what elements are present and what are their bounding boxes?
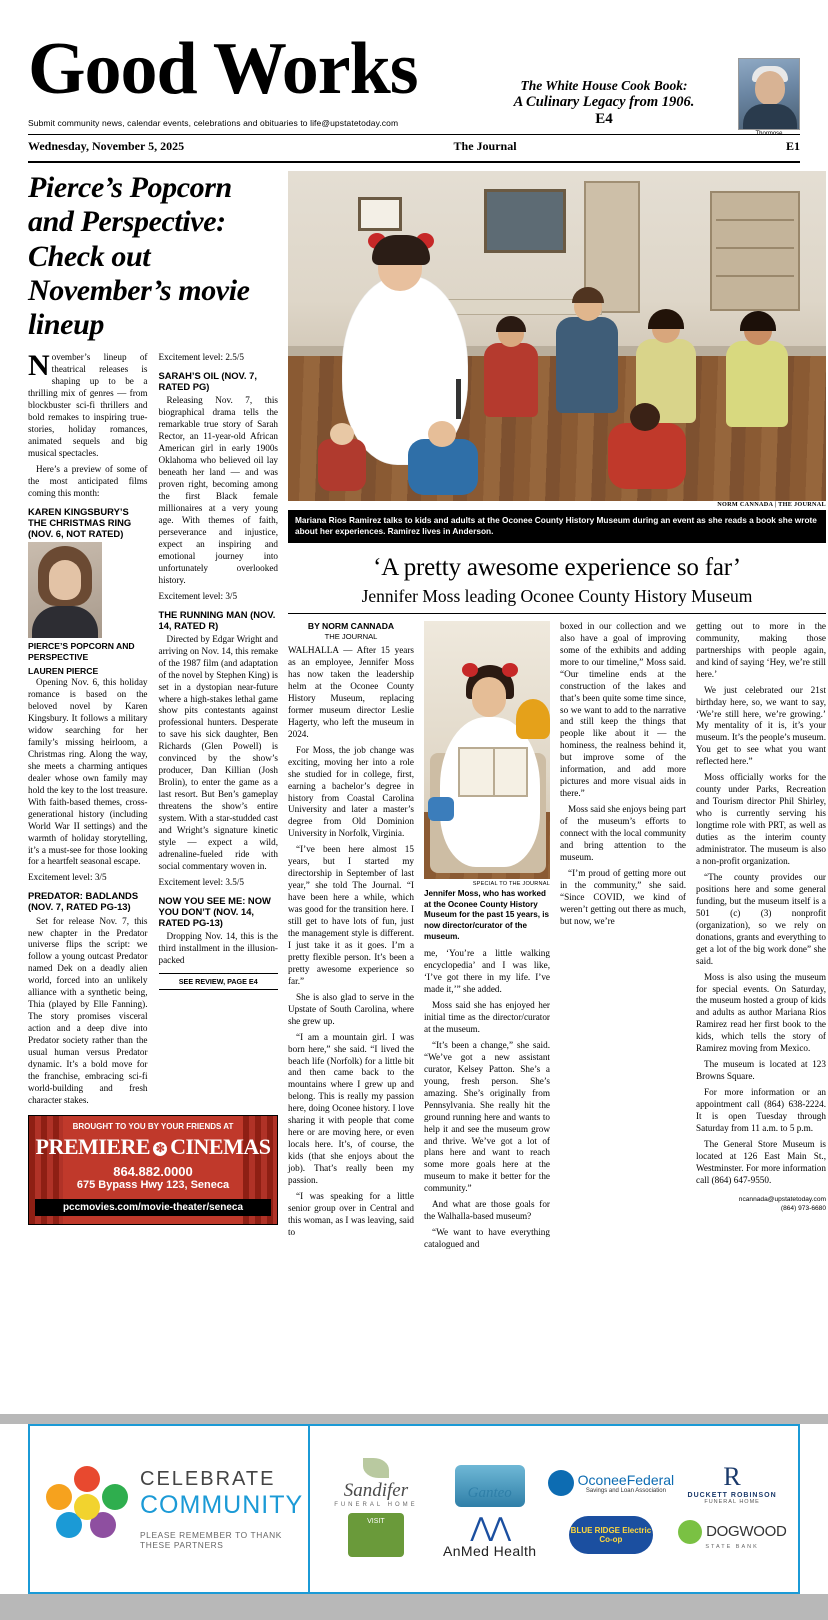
movie-headline: Pierce’s Popcorn and Perspective: Check out November’s movie lineup	[28, 171, 250, 342]
feature-byline-org: THE JOURNAL	[324, 631, 378, 641]
wreath-r-icon: R	[723, 1461, 741, 1491]
columnist-name: LAUREN PIERCE	[28, 666, 99, 677]
lead-photo-caption: Mariana Rios Ramirez talks to kids and adults at the Oconee County History Museum during an event as she reads a book she wrote about her experiences. Ramirez lives in Anderson.	[288, 510, 826, 543]
story-p1-1: For Moss, the job change was exciting, moving her into a role she studied for in college, first, earning a bachelor’s degree in history from Coastal Carolina University and later a master’s degree from Old Dominion University in Norfolk, Virginia.	[288, 744, 414, 839]
promo-line-2: A Culinary Legacy from 1906.	[513, 94, 695, 110]
lead-photo-credit: NORM CANNADA | THE JOURNAL	[717, 501, 826, 509]
sponsor-sandifer-sub: FUNERAL HOME	[334, 1502, 418, 1508]
sponsor-dogwood-bank[interactable]	[678, 1520, 787, 1550]
movie-intro-2: Here’s a preview of some of the most anticipated films coming this month:	[28, 463, 148, 498]
story-p2-3: And what are those goals for the Walhalla-based museum?	[424, 1199, 550, 1222]
flower-icon	[678, 1520, 702, 1544]
story-p2-4: “We want to have everything catalogued and	[424, 1227, 550, 1250]
sponsor-oconee-federal[interactable]	[548, 1470, 675, 1496]
feature-subhead: Jennifer Moss leading Oconee County History Museum	[361, 585, 753, 606]
sponsor-ganteo[interactable]	[455, 1465, 525, 1502]
movie-rating-1: Excitement level: 2.5/5	[158, 352, 244, 363]
reporter-phone: (864) 973-6680	[780, 1204, 826, 1212]
masthead-works: Works	[212, 28, 418, 110]
story-p1-0: WALHALLA — After 15 years as an employee, Jennifer Moss has now taken the leadership helm at the Oconee County History Museum, replacing former museum director Leslie Hagerty, who left the museum in 2024.	[288, 645, 414, 739]
movie-title-1: PREDATOR: BADLANDS (NOV. 7, RATED PG-13)	[28, 890, 139, 913]
feature-column	[288, 171, 826, 1255]
page-number: E1	[785, 139, 800, 154]
feature-photo-caption: Jennifer Moss, who has worked at the Oconee County History Museum for the past 15 years, is now director/curator of the museum.	[424, 888, 550, 941]
promo-teaser[interactable]	[504, 78, 704, 128]
ad-website[interactable]: pccmovies.com/movie-theater/seneca	[35, 1199, 271, 1216]
community-word: COMMUNITY	[140, 1491, 304, 1519]
story-p4-5: The museum is located at 123 Browns Square.	[696, 1059, 826, 1082]
movie-rating-0: Excitement level: 3/5	[28, 872, 107, 883]
movie-body-4: Dropping Nov. 14, this is the third installment in the illusion-packed	[158, 931, 278, 965]
movie-body-3: Directed by Edgar Wright and arriving on Nov. 14, this remake of the 1987 film (and adaptation of the novel by Stephen King) is set in a dystopian near-future where a high-stakes lethal game show pits contestants against professional hunters. Desperate to save his sick daughter, Ben Richards (Glen Powell) is convinced by the show’s producer, Dan Killian (Josh Brolin), to enter the game as a last resort. But Ben’s gameplay threatens the show’s entire system. With a star-studded cast and Wright’s signature kinetic style — expect a wild, adrenaline-fueled ride with social commentary woven in.	[158, 633, 278, 871]
celebrate-community-block	[30, 1426, 310, 1592]
sponsor-anmed-health[interactable]	[443, 1512, 537, 1559]
story-p4-3: “The county provides our positions here and some general funding, but the museum itself is a 501 (c) (3) nonprofit (organization), so we rely on donations, grants and everything to get a lot of the big work done” she said.	[696, 871, 826, 966]
story-p4-7: The General Store Museum is located at 126 East Main St., Westminster. For more information call (864) 647-9550.	[696, 1138, 826, 1185]
story-p4-4: Moss is also using the museum for special events. On Saturday, the museum hosted a group of kids and adults as author Mariana Rios Ramirez read her first book to the kids, which tells the story of Ramirez moving from Mexico.	[696, 971, 826, 1054]
sponsor-sandifer-name: Sandifer	[343, 1480, 409, 1501]
story-column-4	[696, 621, 826, 1255]
story-p1-4: “I am a mountain girl. I was born here,” she said. “I lived the beach life (Norfolk) for a little bit and then came back to the mountains where I grew up and belong. This is really my passion here, doing Oconee history. I love sharing it with people that come here or are moving here, or even locals here. It’s, of course, the kids (that she enjoys about the job). That’s really been my passion.	[288, 1031, 414, 1186]
sponsor-sandifer[interactable]	[334, 1458, 417, 1508]
top-section	[28, 171, 826, 1255]
page-bottom-gutter	[0, 1594, 828, 1620]
sponsor-strip	[28, 1424, 800, 1594]
masthead-good: Good	[28, 28, 197, 110]
sponsor-duckett-robinson[interactable]	[688, 1462, 777, 1505]
sponsor-anmed-name: AnMed Health	[442, 1542, 537, 1559]
movie-title-2: SARAH’S OIL (NOV. 7, RATED PG)	[158, 370, 257, 393]
promo-portrait-photo	[738, 58, 800, 130]
story-p1-2: “I’ve been here almost 15 years, but I started my directorship in September of last year,” she told The Journal. “I have been here a while, which was good for the transition here. I still get to have lots of fun, just the management style is different. I just take it as it goes. I’m a pretty flexible person. It’s been a pretty awesome experience so far.”	[288, 844, 414, 986]
story-p2-1: Moss said she has enjoyed her initial time as the director/curator at the museum.	[424, 1000, 550, 1034]
movie-rating-2: Excitement level: 3/5	[158, 590, 238, 601]
movie-title-3: THE RUNNING MAN (NOV. 14, RATED R)	[158, 608, 276, 631]
anmed-mark-icon: ⋀⋀	[470, 1511, 510, 1542]
ad-brand-cinemas: CINEMAS	[170, 1133, 271, 1159]
movie-title-0: KAREN KINGSBURY’S THE CHRISTMAS RING (NOV. 6, NOT RATED)	[28, 505, 132, 539]
sponsor-visit-oconee[interactable]	[348, 1513, 404, 1557]
story-column-1	[288, 621, 414, 1255]
sponsor-ganteo-name: Ganteo	[467, 1484, 512, 1501]
story-column-2	[424, 621, 550, 1255]
ad-phone[interactable]: 864.882.0000	[113, 1163, 193, 1179]
promo-photo-caption: Thormose	[755, 131, 783, 137]
partners-thanks: PLEASE REMEMBER TO THANK THESE PARTNERS	[140, 1530, 282, 1550]
columnist-label: PIERCE’S POPCORN AND PERSPECTIVE	[28, 640, 135, 662]
community-dots-icon	[44, 1466, 130, 1552]
story-p4-0: getting out to more in the community, making those partnerships with people again, and kind of saying ‘Hey, we’re still here.’	[696, 620, 826, 679]
columnist-photo	[28, 542, 102, 638]
story-p1-3: She is also glad to serve in the Upstate of South Carolina, where she grew up.	[288, 991, 414, 1026]
story-column-3	[560, 621, 686, 1255]
feature-headline: ‘A pretty awesome experience so far’	[373, 553, 741, 581]
leaf-icon	[363, 1458, 389, 1478]
page-gutter-top	[0, 1414, 828, 1424]
celebrate-word: CELEBRATE	[140, 1468, 276, 1490]
masthead-divider-thick	[28, 161, 800, 163]
promo-line-1: The White House Cook Book:	[520, 78, 688, 93]
section-name: The Journal	[453, 139, 517, 154]
sponsor-blue-ridge[interactable]	[569, 1516, 653, 1554]
date-line: Wednesday, November 5, 2025	[28, 139, 185, 154]
reporter-email[interactable]: ncannada@upstatetoday.com	[738, 1195, 826, 1203]
ad-brand	[35, 1134, 271, 1160]
promo-page-ref: E4	[595, 111, 613, 127]
movie-body-0: Opening Nov. 6, this holiday romance is based on the beloved novel by Karen Kingsbury. It follows a military widow searching for her family’s missing heirloom, a Christmas ring. Along the way, she meets a charming antiques dealer whose own family may hold the key to the lost treasure. With faith-based themes, cross-generational history (including World War II settings) and the warmth of holiday storytelling, it’s a must-see for those looking for a heartfelt seasonal escape.	[28, 677, 148, 867]
movie-title-4: NOW YOU SEE ME: NOW YOU DON’T (NOV. 14, RATED PG-13)	[158, 894, 271, 928]
feature-photo-credit: SPECIAL TO THE JOURNAL	[472, 880, 550, 887]
story-p4-6: For more information or an appointment call (864) 638-2224. It is open Tuesday through Saturday from 11 a.m. to 5 p.m.	[696, 1087, 826, 1133]
sponsor-dogwood-sub: STATE BANK	[705, 1544, 759, 1550]
sponsor-duckett-name: DUCKETT ROBINSON	[687, 1491, 777, 1499]
sponsor-oconee-sub: Savings and Loan Association	[585, 1488, 666, 1494]
sponsor-dogwood-name: DOGWOOD	[706, 1523, 787, 1541]
bank-circle-icon	[548, 1470, 574, 1496]
movie-rating-3: Excitement level: 3.5/5	[158, 876, 244, 887]
masthead	[28, 0, 800, 163]
mountain-icon: VISIT	[348, 1513, 404, 1557]
film-reel-icon: ✻	[153, 1142, 167, 1156]
ad-brand-premiere: PREMIERE	[35, 1133, 151, 1159]
feature-photo	[424, 621, 550, 879]
story-p4-1: We just celebrated our 21st birthday here, so, we want to say, ‘We’re still here, we’re growing.’ My mentality of it is, it’s your museum. It’s the people’s museum. You get to see what you want reflected here.”	[696, 684, 826, 767]
lead-photo	[288, 171, 826, 501]
ad-brought-by: BROUGHT TO YOU BY YOUR FRIENDS AT	[72, 1121, 234, 1131]
feature-divider	[288, 613, 826, 614]
sponsor-blueridge-name: BLUE RIDGE Electric Co-op	[570, 1526, 652, 1544]
sponsor-logos	[310, 1452, 798, 1566]
story-p1-5: “I was speaking for a little senior group over in Central and this woman, as I was leaving, said to	[288, 1191, 414, 1237]
feature-byline-name: BY NORM CANNADA	[307, 620, 395, 631]
premiere-cinemas-ad[interactable]	[28, 1115, 278, 1225]
story-p2-2: “It’s been a change,” she said. “We’ve got a new assistant curator, Kelsey Patton. She’s a young, fresh person. She’s amazing. She’s originally from Pennsylvania. She really hit the ground running here and wants to help it and see the museum grow and thrive. We’ve got a lot of plans here and want to reach some more goals here at the museum to make it better for the community.”	[424, 1039, 550, 1194]
story-p3-0: boxed in our collection and we also have a goal of improving some of the exhibits and adding more to our timeline,” Moss said. “Our timeline ends at the construction of the lakes and that’s been quite some time since, so we want to add to the narrative and still keep the things that people like about it — the hominess, the realness behind it, but improve some of the information, and add more pictures and more visual aids in there.”	[560, 620, 686, 799]
movie-body-1: Set for release Nov. 7, this new chapter in the Predator universe flips the script: we follow a young outcast Predator named Dek on a deadly alien world, forced into an unlikely alliance with a synthetic being, Thia (played by Elle Fanning). The story promises visceral action and a deep dive into Predator society rather than the usual human versus Predator dynamic. It’s a bold move for the franchise, embracing sci-fi world-building and fresh character stakes.	[28, 915, 148, 1105]
movie-intro-1: November’s lineup of theatrical releases is shaping up to be a thrilling mix of genres — from blockbuster sci-fi thrillers and bold remakes to inspiring true-stories, holiday romances, animated sequels and big musical spectacles.	[28, 349, 148, 458]
story-p4-2: Moss officially works for the county under Parks, Recreation and Tourism director Phil Shirley, who is currently serving his longtime role with PRT, as well as duties as the interim county administrator. The museum is also a non-profit organization.	[696, 772, 826, 866]
sponsor-duckett-sub: FUNERAL HOME	[704, 1498, 760, 1505]
movie-body-2: Releasing Nov. 7, this biographical drama tells the remarkable true story of Sarah Rector, an 11-year-old African American girl in early 1900s Oklahoma who believed oil lay beneath her land — and was proven right, becoming among the first Black female millionaires at a very young age. With themes of faith, perseverance and injustice, expect an inspiring and emotional journey into unfortunately overlooked history.	[158, 395, 278, 585]
story-p3-1: Moss said she enjoys being part of the museum’s efforts to connect with the local community and bring attention to the museum.	[560, 804, 686, 862]
sponsor-oconee-name: OconeeFederal	[577, 1472, 675, 1488]
movie-column	[28, 171, 278, 1255]
ad-address: 675 Bypass Hwy 123, Seneca	[76, 1178, 230, 1191]
movie-body-columns	[28, 349, 278, 1107]
submit-line: Submit community news, calendar events, celebrations and obituaries to life@upstatetoday.com	[28, 118, 399, 129]
story-p2-0: me, ‘You’re a little walking encyclopedia’ and I was like, ‘I’ve got there in my life. I’ve made it,’” she added.	[424, 948, 550, 995]
feature-story-columns	[288, 621, 826, 1255]
story-p3-2: “I’m proud of getting more out in the community,” she said. “Since COVID, we kind of weren’t getting out there as much, but now, we’re	[560, 867, 686, 926]
see-review-link[interactable]: SEE REVIEW, PAGE E4	[159, 973, 279, 990]
